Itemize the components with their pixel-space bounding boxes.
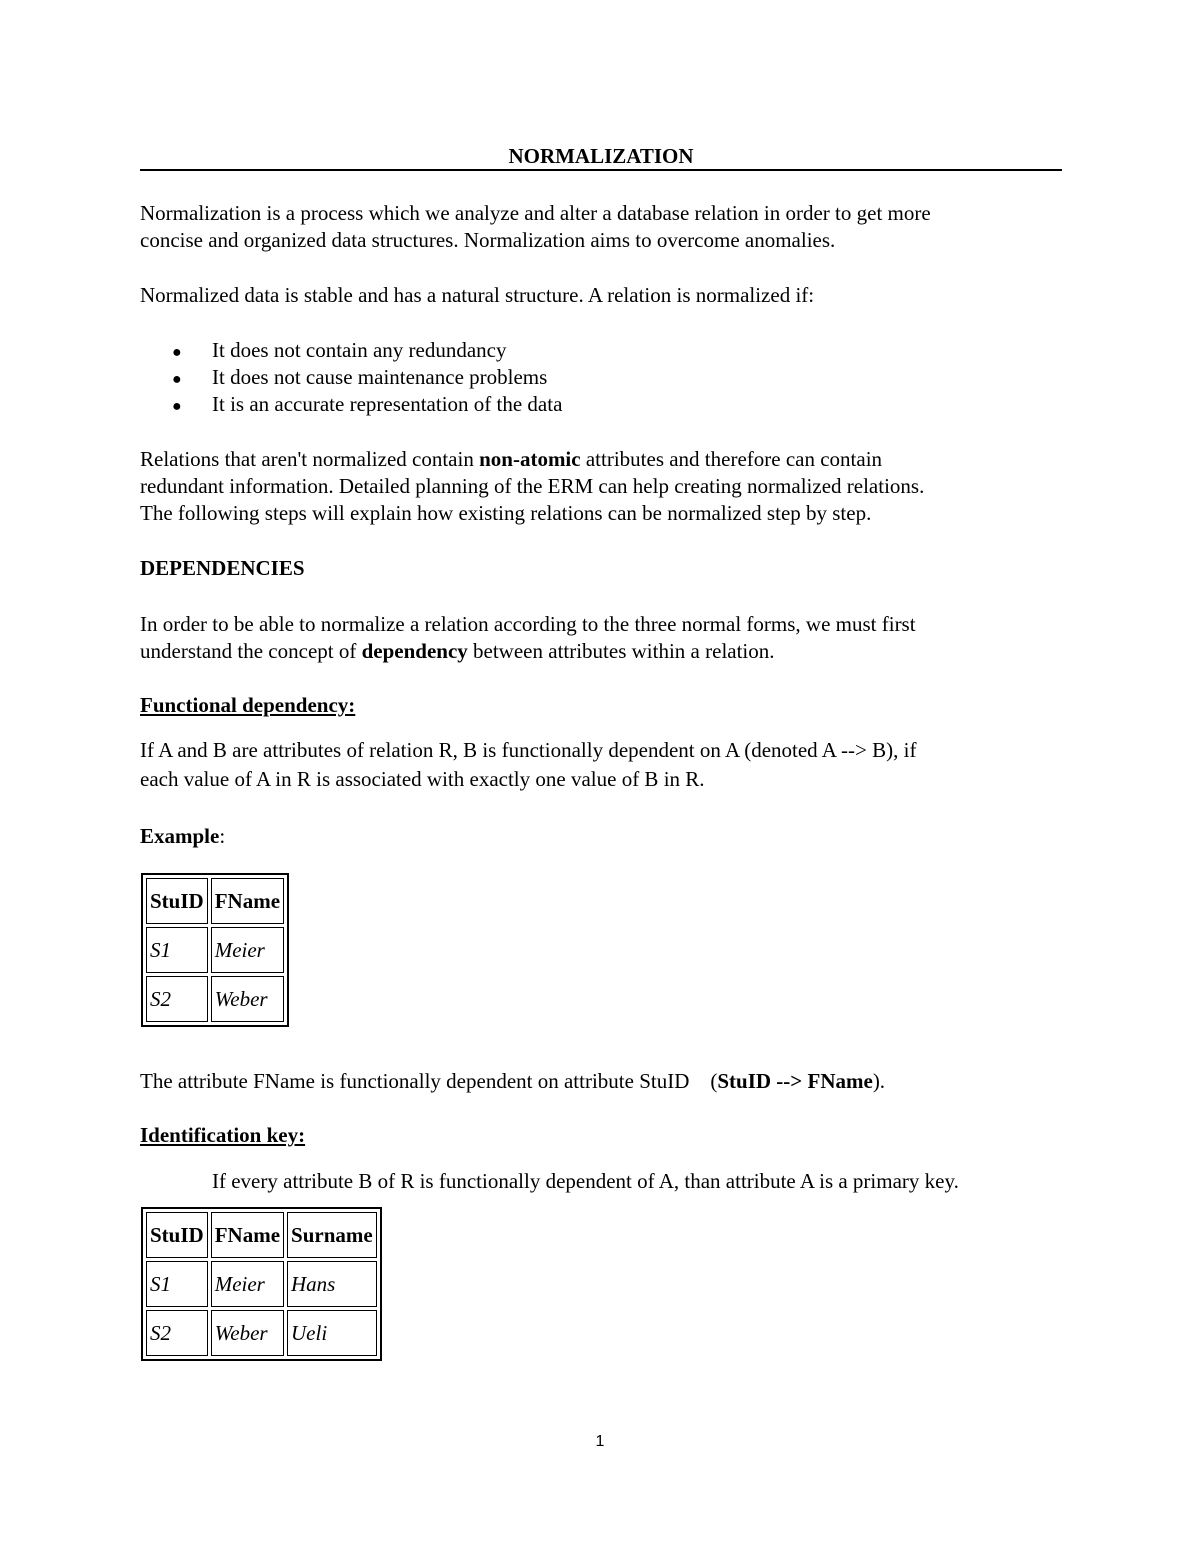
- table-row: [146, 976, 284, 1022]
- bullet-text: It is an accurate representation of the data: [212, 392, 563, 416]
- identification-text: If every attribute B of R is functionally dependent of A, than attribute A is a primary key.: [212, 1169, 959, 1193]
- table-cell: S2: [146, 976, 208, 1022]
- table-cell: S1: [146, 927, 208, 973]
- dependencies-line-2: understand the concept of dependency between attributes within a relation.: [140, 639, 775, 663]
- term-dependency: dependency: [361, 639, 468, 663]
- table-cell: Weber: [211, 976, 284, 1022]
- bullet-item: [172, 364, 547, 393]
- relations-line-3: The following steps will explain how existing relations can be normalized step by step.: [140, 501, 872, 525]
- table-cell: S1: [146, 1261, 208, 1307]
- bullet-item: [172, 391, 562, 420]
- page-number: 1: [595, 1433, 605, 1450]
- term-non-atomic: non-atomic: [479, 447, 581, 471]
- bullet-icon: ●: [172, 344, 182, 361]
- table-cell: S2: [146, 1310, 208, 1356]
- attribute-sentence: The attribute FName is functionally dependent on attribute StuID (StuID --> FName).: [140, 1069, 886, 1093]
- table-header-cell: StuID: [146, 878, 208, 924]
- table-header-row: [146, 1212, 377, 1258]
- dependencies-heading: DEPENDENCIES: [140, 556, 305, 580]
- bullet-icon: ●: [172, 371, 182, 388]
- table-header-cell: FName: [211, 1212, 284, 1258]
- identification-key-heading: Identification key:: [140, 1123, 306, 1147]
- table-cell: Meier: [211, 927, 284, 973]
- table-cell: Hans: [287, 1261, 377, 1307]
- relations-line-1: Relations that aren't normalized contain non-atomic attributes and therefore can contain: [140, 447, 883, 471]
- table-cell: Weber: [211, 1310, 284, 1356]
- bullet-text: It does not contain any redundancy: [212, 338, 507, 362]
- example-table-2: [141, 1207, 382, 1361]
- example-table-1: [141, 873, 289, 1027]
- table-header-row: [146, 878, 284, 924]
- functional-line-2: each value of A in R is associated with exactly one value of B in R.: [140, 767, 705, 791]
- table-row: [146, 927, 284, 973]
- bullet-icon: ●: [172, 398, 182, 415]
- table-cell: Meier: [211, 1261, 284, 1307]
- relations-line-2: redundant information. Detailed planning of the ERM can help creating normalized relations.: [140, 474, 925, 498]
- functional-dependency-heading: Functional dependency:: [140, 693, 356, 717]
- title-rule: [140, 169, 1062, 171]
- table-header-cell: StuID: [146, 1212, 208, 1258]
- table-row: [146, 1310, 377, 1356]
- table-row: [146, 1261, 377, 1307]
- functional-line-1: If A and B are attributes of relation R, B is functionally dependent on A (denoted A --> B), if: [140, 738, 917, 762]
- normalized-intro: Normalized data is stable and has a natural structure. A relation is normalized if:: [140, 283, 815, 307]
- bullet-text: It does not cause maintenance problems: [212, 365, 548, 389]
- bullet-item: [172, 337, 507, 366]
- page-title: NORMALIZATION: [508, 144, 694, 168]
- table-header-cell: Surname: [287, 1212, 377, 1258]
- dependencies-line-1: In order to be able to normalize a relation according to the three normal forms, we must first: [140, 612, 916, 636]
- intro-line-2: concise and organized data structures. Normalization aims to overcome anomalies.: [140, 228, 836, 252]
- dependency-notation: StuID --> FName: [717, 1069, 873, 1093]
- table-header-cell: FName: [211, 878, 284, 924]
- intro-line-1: Normalization is a process which we analyze and alter a database relation in order to get more: [140, 201, 931, 225]
- table-cell: Ueli: [287, 1310, 377, 1356]
- example-label: Example:: [140, 824, 226, 848]
